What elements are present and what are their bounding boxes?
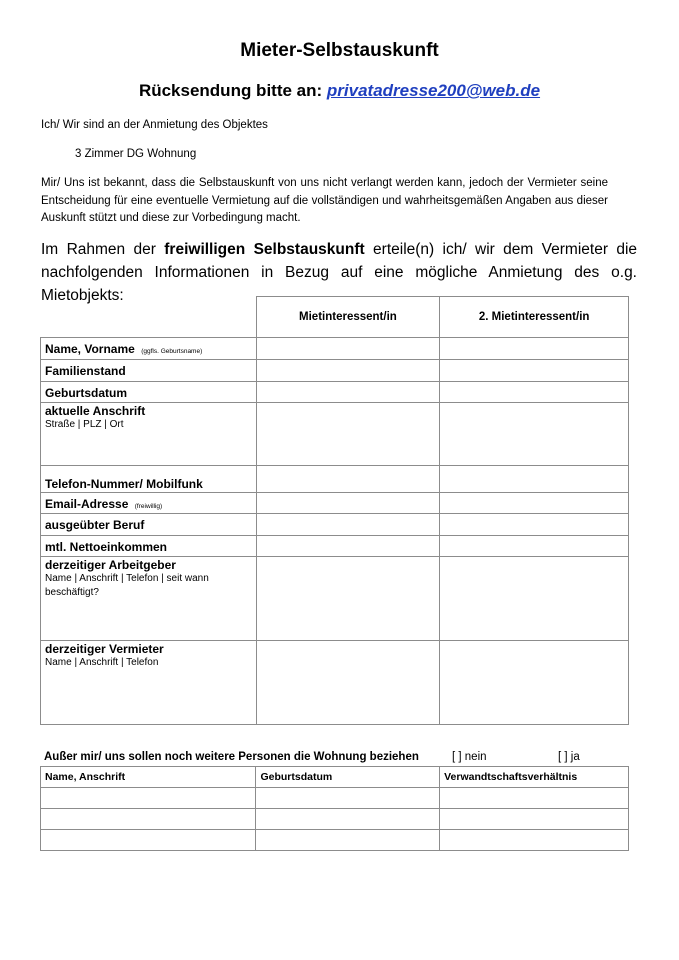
row-hint: Name | Anschrift | Telefon <box>45 657 159 668</box>
table-row <box>41 809 629 830</box>
input-cell[interactable] <box>256 360 440 382</box>
input-cell[interactable] <box>256 382 440 403</box>
row-label-geburtsdatum: Geburtsdatum <box>41 382 257 403</box>
return-email-link[interactable]: privatadresse200@web.de <box>326 81 541 100</box>
input-cell[interactable] <box>41 809 256 830</box>
input-cell[interactable] <box>256 641 440 725</box>
row-label-einkommen: mtl. Nettoeinkommen <box>41 536 257 557</box>
input-cell[interactable] <box>256 466 440 493</box>
additional-persons-question <box>44 751 624 763</box>
table-row <box>41 382 629 403</box>
table-row <box>41 338 629 360</box>
col-header-geburtsdatum: Geburtsdatum <box>256 767 440 788</box>
consent-part1: Im Rahmen der <box>41 241 156 258</box>
input-cell[interactable] <box>440 493 629 514</box>
object-description: 3 Zimmer DG Wohnung <box>75 148 197 160</box>
input-cell[interactable] <box>256 809 440 830</box>
input-cell[interactable] <box>440 403 629 466</box>
input-cell[interactable] <box>256 830 440 851</box>
input-cell[interactable] <box>256 403 440 466</box>
input-cell[interactable] <box>256 557 440 641</box>
col-header-verwandtschaft: Verwandtschaftsverhältnis <box>440 767 629 788</box>
notice-paragraph: Mir/ Uns ist bekannt, dass die Selbstauskunft von uns nicht verlangt werden kann, jedoch der Vermieter seine Entscheidung für eine eventuelle Vermietung auf die vollständigen und wahrheitsgemäßen Angaben aus dieser Auskunft stützt und diese zur Vorbedingung macht. <box>41 177 608 224</box>
row-label-telefon: Telefon-Nummer/ Mobilfunk <box>41 466 257 493</box>
input-cell[interactable] <box>256 536 440 557</box>
input-cell[interactable] <box>41 830 256 851</box>
intro-text: Ich/ Wir sind an der Anmietung des Objektes <box>41 119 268 131</box>
table-row <box>41 536 629 557</box>
table-row <box>41 788 629 809</box>
col-header-tenant-1: Mietinteressent/in <box>256 297 440 338</box>
input-cell[interactable] <box>440 536 629 557</box>
table-row <box>41 493 629 514</box>
additional-persons-label: Außer mir/ uns sollen noch weitere Personen die Wohnung beziehen <box>44 751 419 763</box>
checkbox-nein[interactable]: [ ] nein <box>452 751 487 763</box>
input-cell[interactable] <box>440 809 629 830</box>
tenant-info-table <box>40 296 629 725</box>
input-cell[interactable] <box>440 641 629 725</box>
input-cell[interactable] <box>440 338 629 360</box>
input-cell[interactable] <box>41 788 256 809</box>
table-row <box>41 641 629 725</box>
return-address-label: Rücksendung bitte an: <box>138 81 323 100</box>
input-cell[interactable] <box>256 493 440 514</box>
input-cell[interactable] <box>440 360 629 382</box>
consent-part2: erteile(n) ich/ wir dem Vermieter die nachfolgenden Informationen in Bezug auf eine mögliche Anmietung des o.g. Mietobjekts: <box>41 241 638 304</box>
row-label-vermieter: derzeitiger Vermieter Name | Anschrift | Telefon <box>41 641 257 725</box>
row-hint: Straße | PLZ | Ort <box>45 419 124 430</box>
row-label-anschrift: aktuelle Anschrift Straße | PLZ | Ort <box>41 403 257 466</box>
row-label-name: Name, Vorname (ggfls. Geburtsname) <box>41 338 257 360</box>
table-row <box>41 514 629 536</box>
row-hint: Name | Anschrift | Telefon | seit wann beschäftigt? <box>45 573 209 598</box>
table-row <box>41 557 629 641</box>
row-note: (ggfls. Geburtsname) <box>141 348 203 355</box>
input-cell[interactable] <box>440 514 629 536</box>
input-cell[interactable] <box>440 557 629 641</box>
input-cell[interactable] <box>256 338 440 360</box>
input-cell[interactable] <box>440 466 629 493</box>
table-row <box>41 403 629 466</box>
input-cell[interactable] <box>440 382 629 403</box>
table-corner <box>41 297 257 338</box>
input-cell[interactable] <box>256 788 440 809</box>
input-cell[interactable] <box>440 830 629 851</box>
col-header-tenant-2: 2. Mietinteressent/in <box>440 297 629 338</box>
col-header-name-anschrift: Name, Anschrift <box>41 767 256 788</box>
row-label-beruf: ausgeübter Beruf <box>41 514 257 536</box>
row-note: (freiwillig) <box>134 503 163 510</box>
input-cell[interactable] <box>440 788 629 809</box>
row-label-familienstand: Familienstand <box>41 360 257 382</box>
page-title: Mieter-Selbstauskunft <box>240 40 439 61</box>
return-address-line <box>0 81 679 101</box>
table-row <box>41 767 629 788</box>
table-row <box>41 360 629 382</box>
checkbox-ja[interactable]: [ ] ja <box>558 751 580 763</box>
table-row <box>41 466 629 493</box>
consent-bold: freiwilligen Selbstauskunft <box>164 241 365 258</box>
input-cell[interactable] <box>256 514 440 536</box>
additional-persons-table <box>40 766 629 851</box>
table-row <box>41 830 629 851</box>
row-label-arbeitgeber: derzeitiger Arbeitgeber Name | Anschrift | Telefon | seit wann beschäftigt? <box>41 557 257 641</box>
row-label-email: Email-Adresse (freiwillig) <box>41 493 257 514</box>
